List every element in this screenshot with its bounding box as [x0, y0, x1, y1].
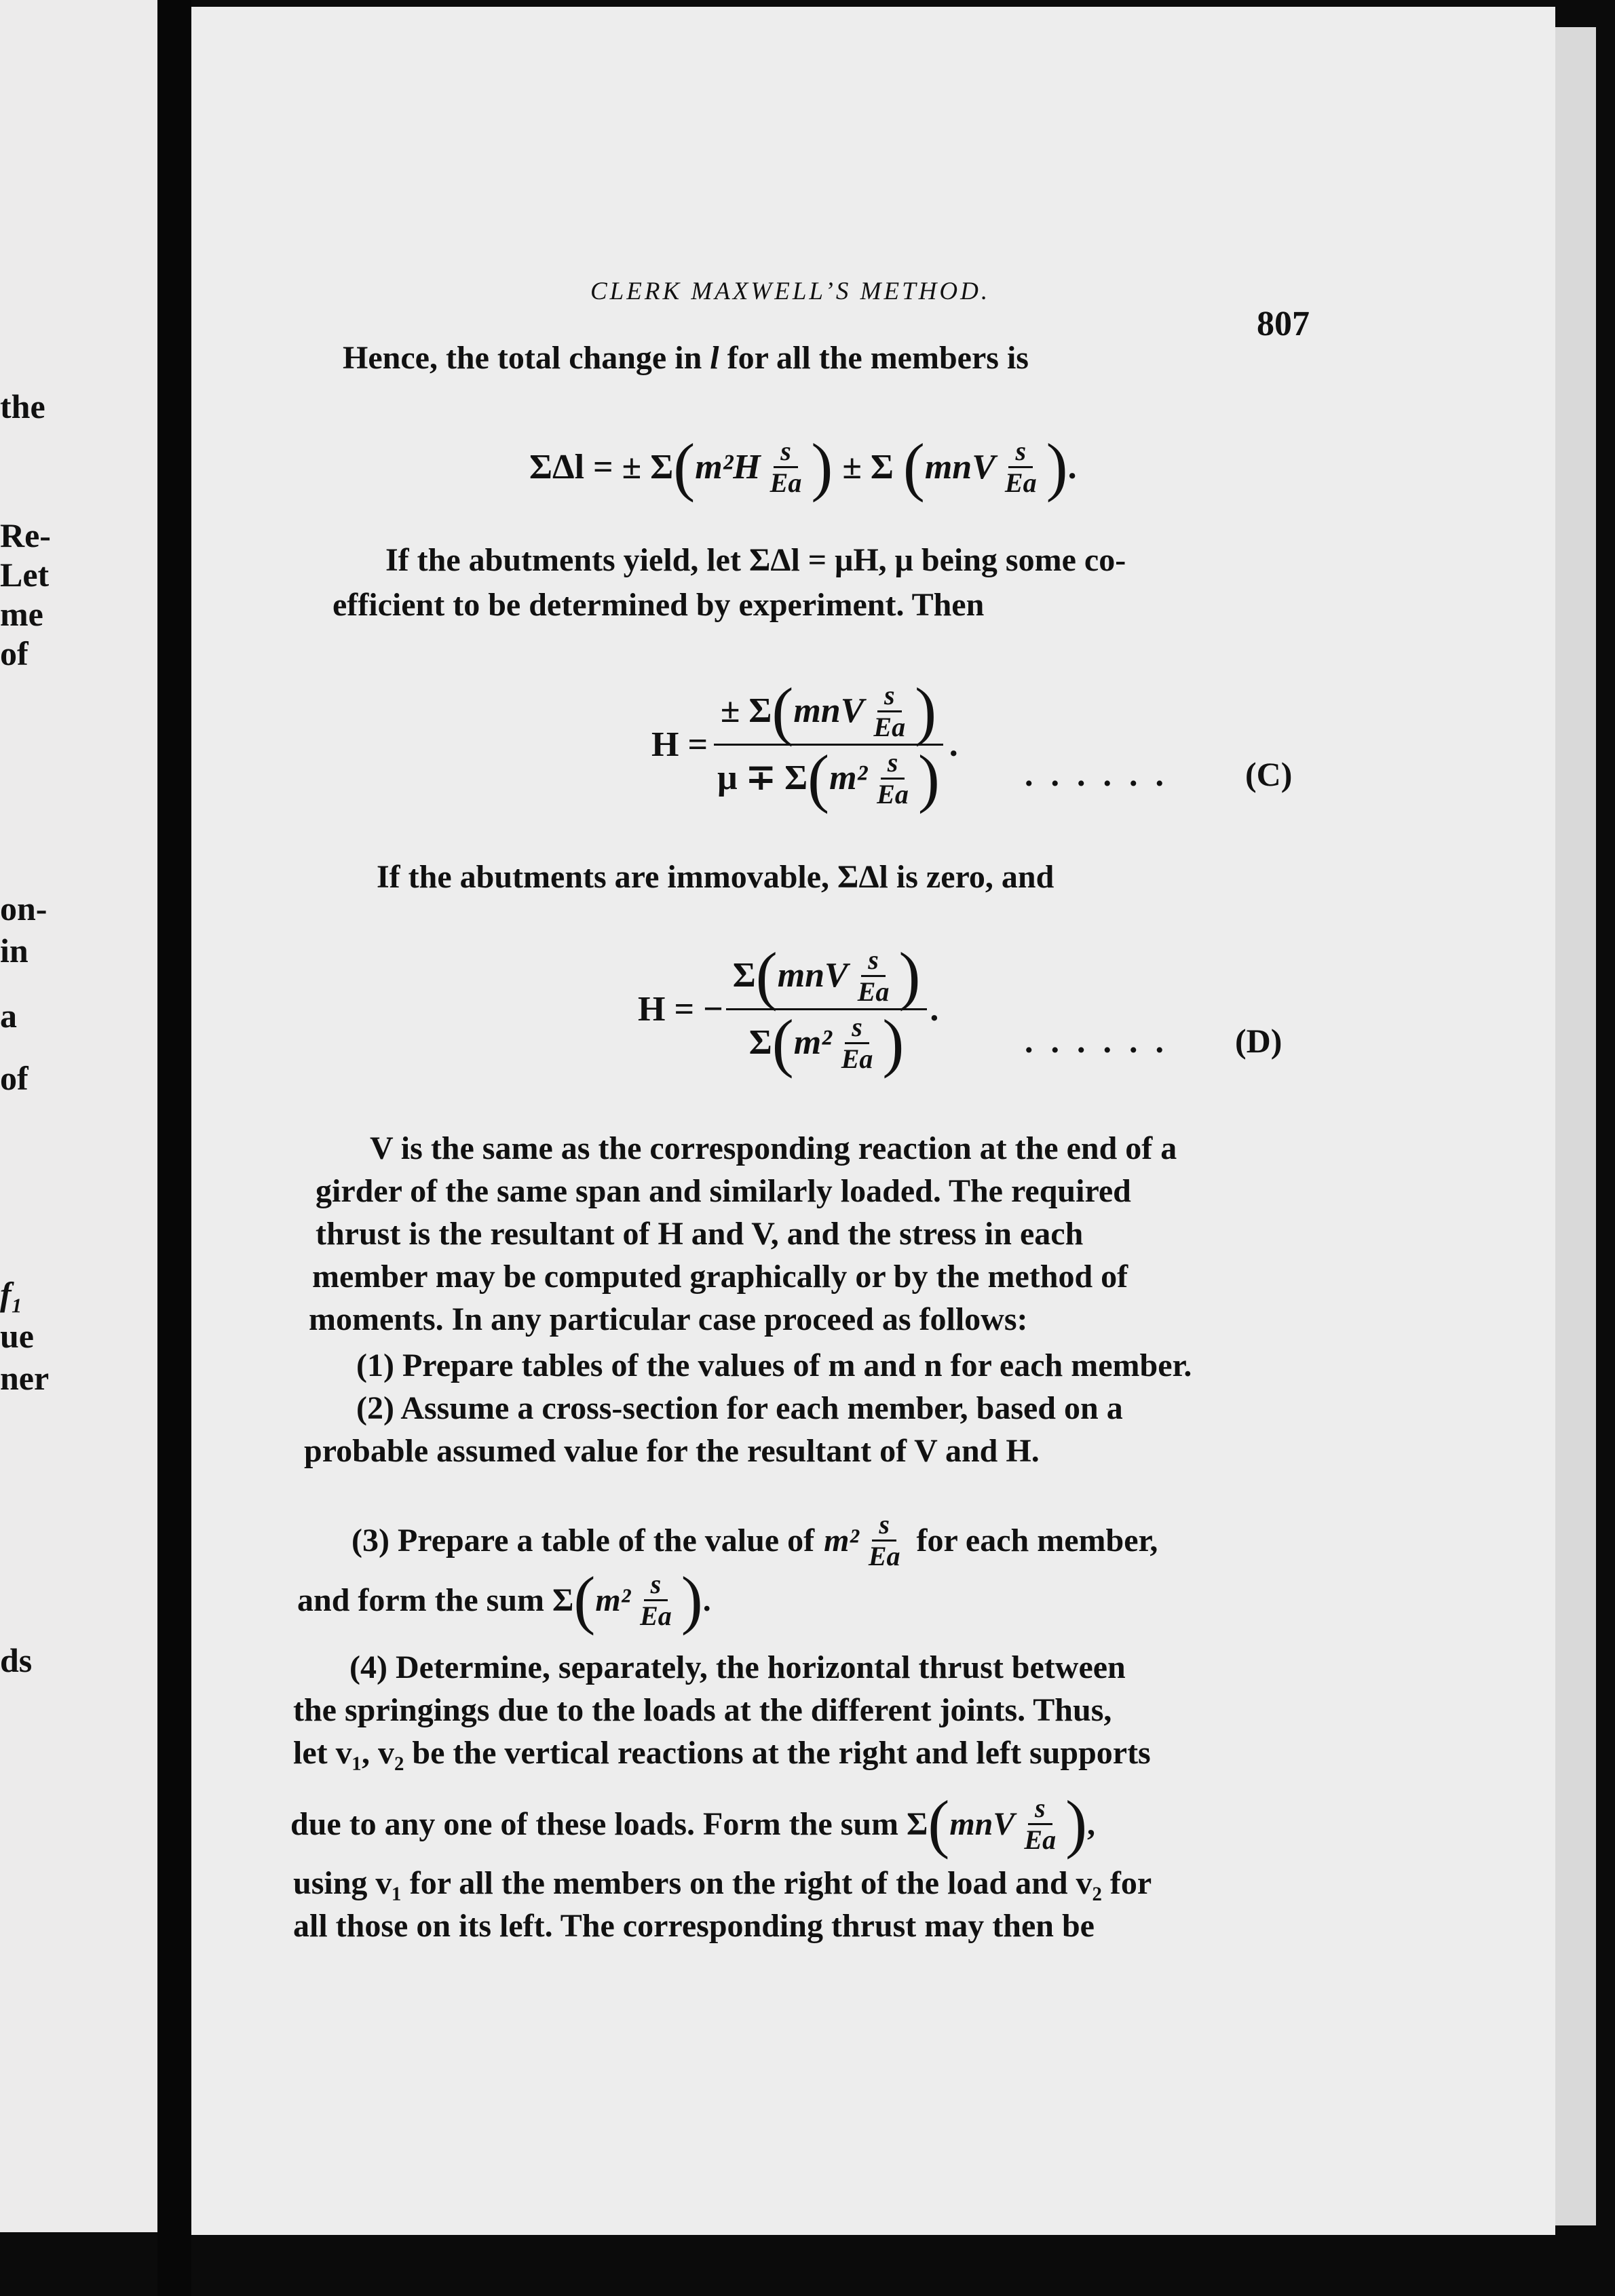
step-4-line-2: the springings due to the loads at the different joints. Thus, — [293, 1692, 1112, 1728]
equation-total-change: ΣΔl = ± Σ ( m²H $\frac{s}{Ea}$ ) ± Σ ( mnV $\frac{s}{Ea}$ ) . — [529, 430, 1077, 503]
left-fragment: of — [0, 634, 28, 672]
equation-c-label: (C) — [1245, 755, 1293, 793]
left-fragment: of — [0, 1059, 28, 1097]
body-line-3: efficient to be determined by experiment. Then — [332, 587, 985, 623]
equation-d-label: (D) — [1235, 1022, 1282, 1060]
body-line-7: thrust is the resultant of H and V, and the stress in each — [316, 1216, 1084, 1252]
page-number: 807 — [1257, 305, 1310, 343]
step-4-line-4: due to any one of these loads. Form the sum Σ ( mnV $\frac{s}{Ea}$ ) , — [290, 1787, 1096, 1860]
book-gutter — [157, 0, 191, 2296]
body-line-1: Hence, the total change in l for all the members is — [343, 340, 1029, 376]
body-line-9: moments. In any particular case proceed as follows: — [309, 1301, 1028, 1337]
running-head: CLERK MAXWELL’S METHOD. — [590, 278, 991, 305]
equation-c: H = ± Σ ( mnV $\frac{s}{Ea}$ ) μ ∓ Σ ( m² $\frac{s}{Ea}$ ) . — [651, 674, 958, 814]
body-line-8: member may be computed graphically or by the method of — [312, 1259, 1128, 1295]
body-line-6: girder of the same span and similarly loaded. The required — [316, 1173, 1131, 1209]
left-page — [0, 0, 157, 2232]
left-fragment: the — [0, 387, 45, 425]
equation-d: H = − Σ ( mnV $\frac{s}{Ea}$ ) Σ ( m² $\frac{s}{Ea}$ ) . — [638, 939, 939, 1079]
step-4-line-3: let v₁, v₂ be the vertical reactions at the right and left supports — [293, 1735, 1151, 1771]
left-fragment: on- — [0, 889, 48, 927]
step-3-line-1: (3) Prepare a table of the value of m² $\frac{s}{Ea}$ for each member, — [352, 1509, 1158, 1571]
left-fragment: f₁ — [0, 1275, 24, 1313]
step-2-line-2: probable assumed value for the resultant of V and H. — [304, 1433, 1040, 1469]
left-fragment: me — [0, 595, 43, 633]
body-line-5: V is the same as the corresponding reaction at the end of a — [370, 1130, 1177, 1166]
step-2-line-1: (2) Assume a cross-section for each member, based on a — [356, 1390, 1123, 1426]
step-4-line-6: all those on its left. The corresponding thrust may then be — [293, 1908, 1095, 1944]
step-3-line-2: and form the sum Σ ( m² $\frac{s}{Ea}$ ) . — [297, 1563, 711, 1636]
left-fragment: Re- — [0, 516, 51, 554]
step-4-line-1: (4) Determine, separately, the horizontal thrust between — [349, 1649, 1126, 1685]
page-edge — [1555, 27, 1596, 2225]
body-line-2: If the abutments yield, let ΣΔl = μH, μ being some co- — [385, 542, 1126, 578]
step-1: (1) Prepare tables of the values of m and n for each member. — [356, 1347, 1192, 1383]
body-line-4: If the abutments are immovable, ΣΔl is zero, and — [377, 859, 1054, 895]
equation-c-leader: ...... — [1025, 755, 1181, 793]
left-fragment: in — [0, 932, 28, 970]
left-fragment: ner — [0, 1359, 50, 1397]
step-4-line-5: using v₁ for all the members on the right of the load and v₂ for — [293, 1865, 1152, 1901]
equation-d-leader: ...... — [1025, 1022, 1181, 1060]
left-fragment: ue — [0, 1317, 34, 1355]
left-fragment: Let — [0, 556, 50, 594]
left-fragment: a — [0, 997, 17, 1035]
left-fragment: ds — [0, 1641, 33, 1679]
